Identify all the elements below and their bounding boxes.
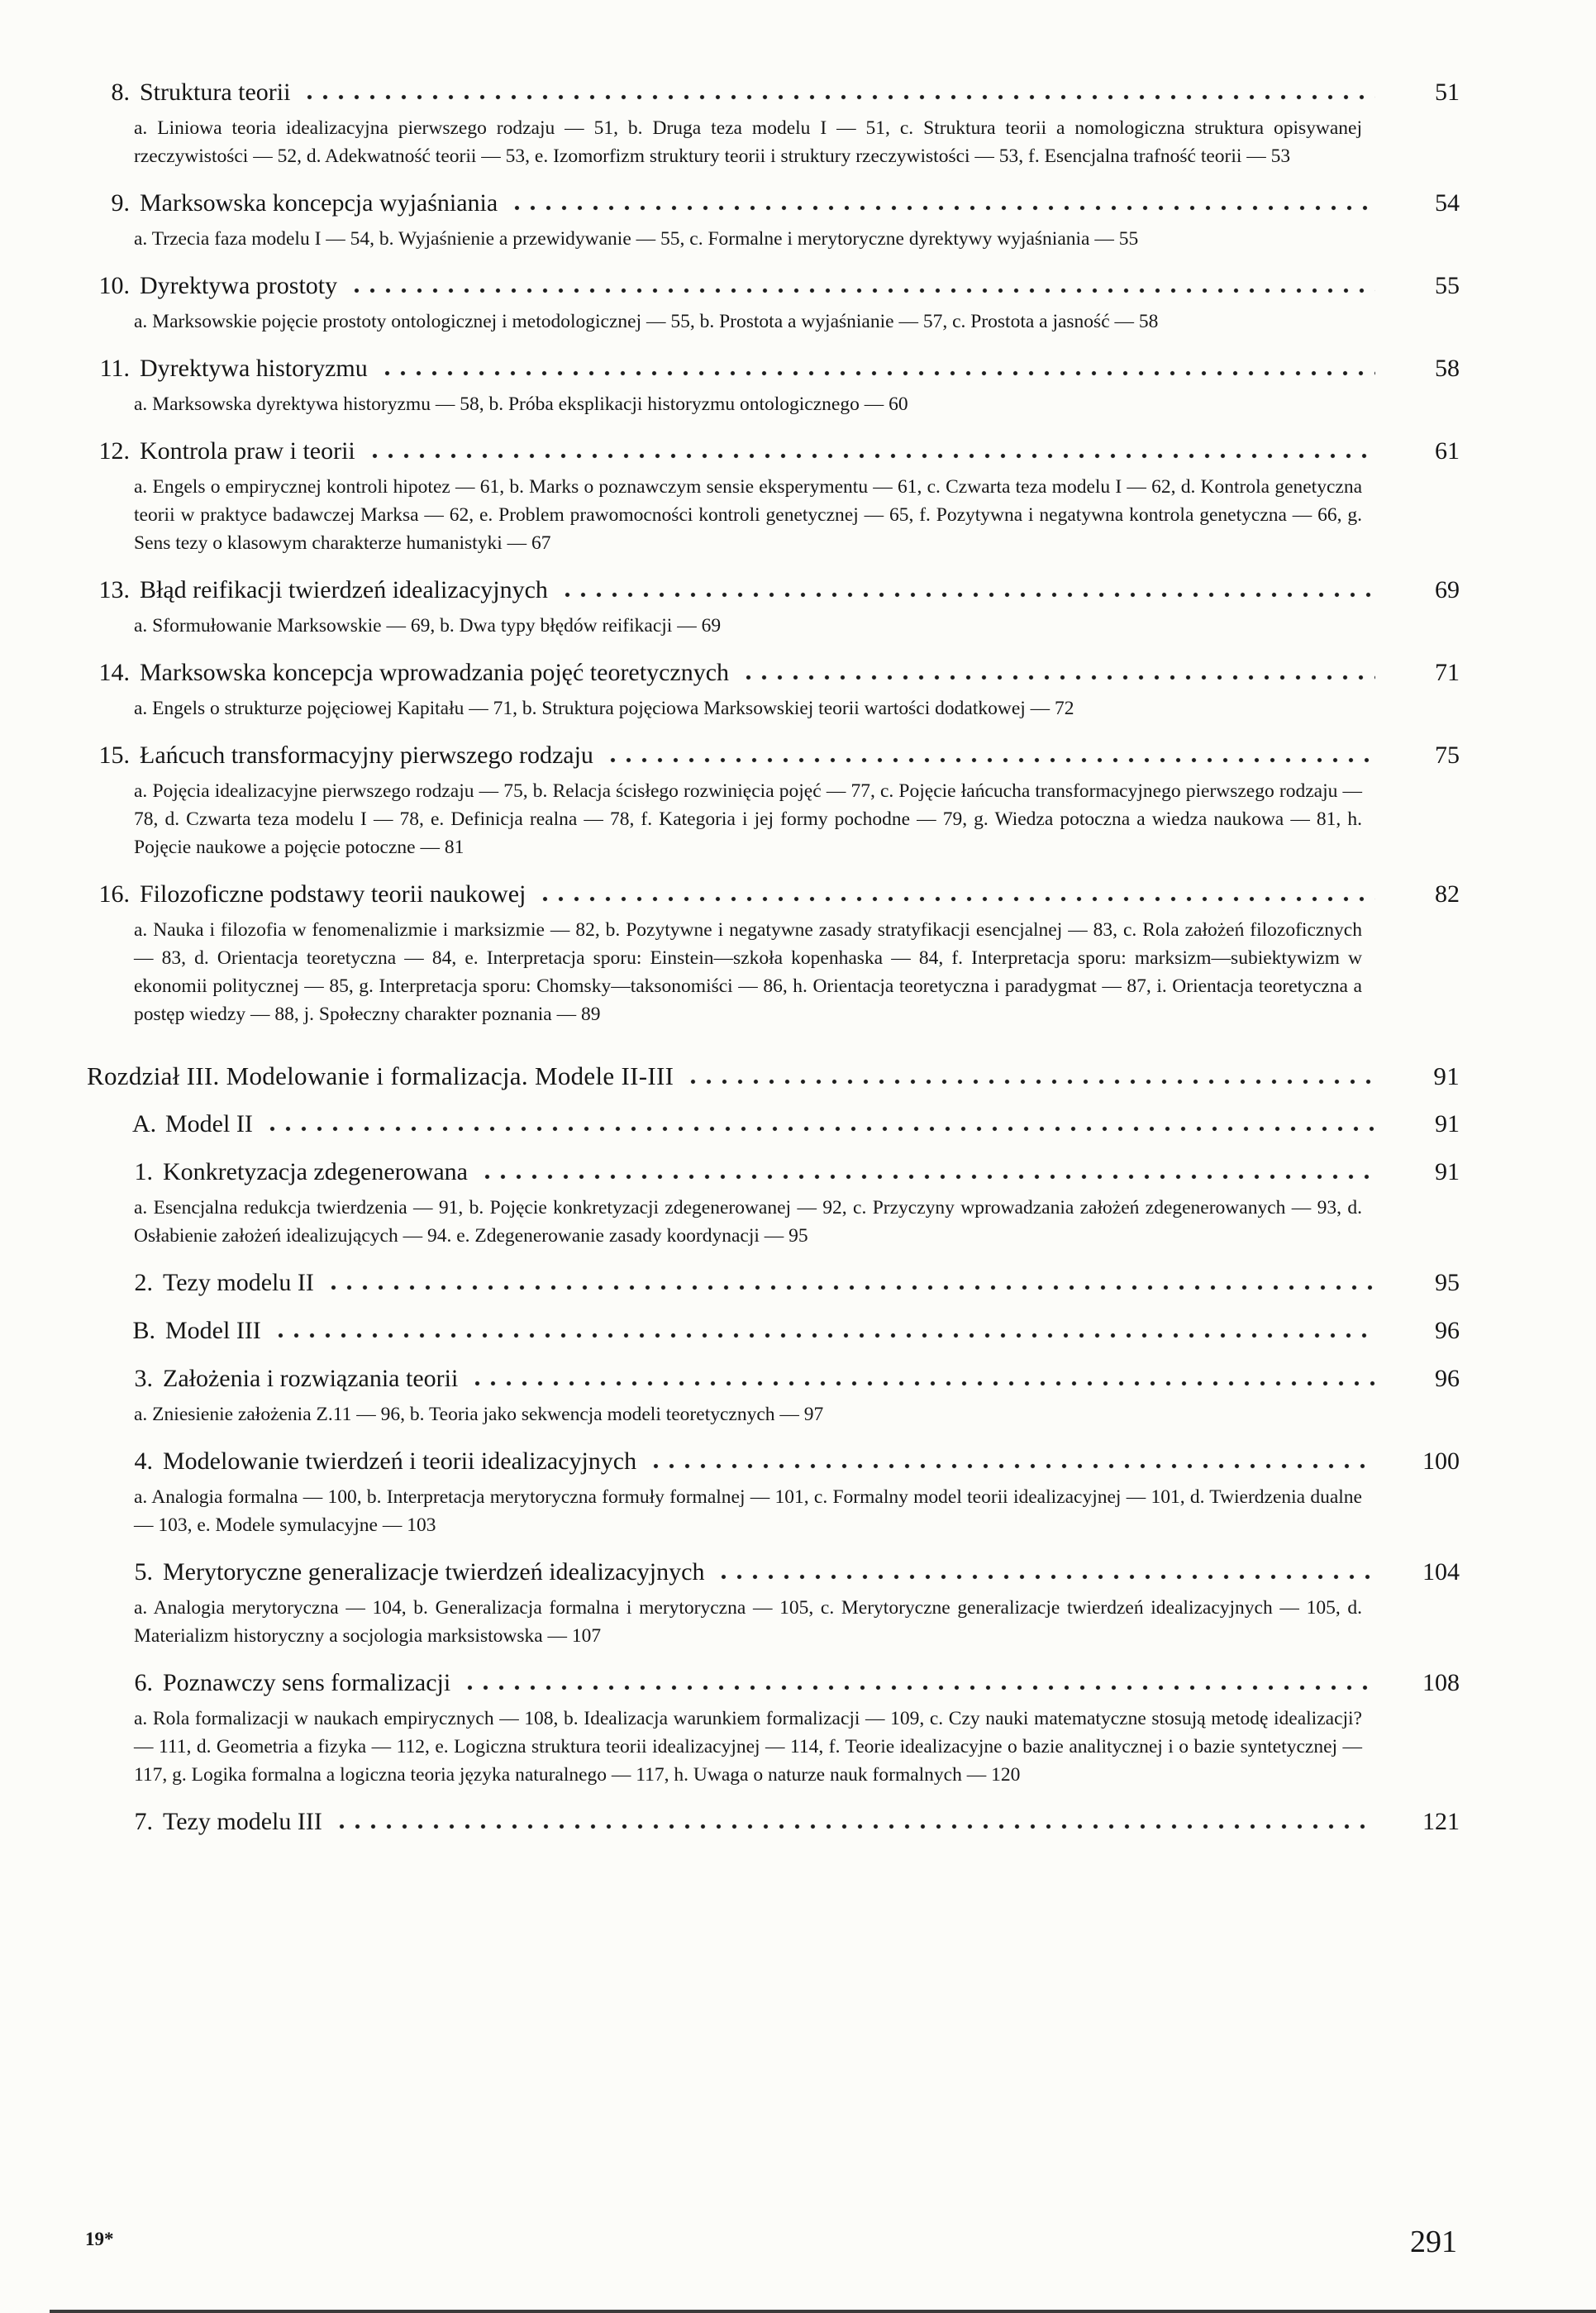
- toc-entry: [87, 1268, 1460, 1298]
- entry-title: Założenia i rozwiązania teorii: [163, 1365, 459, 1392]
- entry-detail: a. Engels o empirycznej kontroli hipotez — 61, b. Marks o poznawczym sensie eksperymentu — 61, c. Czwarta teza modelu I — 62, d. Kontrola genetyczna teorii w praktyce badawczej Marksa — 62, e. Problem prawomocności kontroli genetycznej — 65, f. Pozytywna i negatywna kontrola genetyczna — 66, g. Sens tezy o klasowym charakterze humanistyki — 67: [134, 476, 1362, 554]
- entry-title: Łańcuch transformacyjny pierwszego rodzaju: [140, 742, 593, 769]
- entry-detail: a. Analogia formalna — 100, b. Interpretacja merytoryczna formuły formalnej — 101, c. Formalny model teorii idealizacyjnej — 101, d. Twierdzenia dualne — 103, e. Modele symulacyjne — 103: [134, 1486, 1362, 1536]
- entry-detail: a. Rola formalizacji w naukach empirycznych — 108, b. Idealizacja warunkiem formalizacji — 109, c. Czy nauki matematyczne stosują metodę idealizacji? — 111, d. Geometria a fizyka — 112, e. Logiczna struktura teorii idealizacyjnej — 114, f. Teorie idealizacyjne o bazie analitycznej i o bazie syntetycznej — 117, g. Logika formalna a logiczna teoria języka naturalnego — 117, h. Uwaga o naturze nauk formalnych — 120: [134, 1708, 1362, 1786]
- entry-page-number: 95: [1435, 1269, 1460, 1296]
- entry-number: 3.: [134, 1365, 153, 1392]
- entry-page-number: 51: [1435, 79, 1460, 106]
- dot-leader: [648, 1463, 1375, 1469]
- entry-page-number: 91: [1435, 1110, 1460, 1137]
- entry-page-number: 69: [1435, 576, 1460, 603]
- toc-entry: [87, 1109, 1460, 1139]
- entry-page-number: 82: [1435, 880, 1460, 908]
- dot-leader: [537, 896, 1375, 902]
- entry-title: Tezy modelu III: [163, 1808, 322, 1835]
- dot-leader: [509, 205, 1375, 211]
- toc-entry: [87, 188, 1460, 253]
- entry-number: 16.: [98, 880, 130, 908]
- dot-leader: [716, 1574, 1375, 1580]
- toc-entry-line: [87, 1157, 1460, 1187]
- entry-page-number: 96: [1435, 1317, 1460, 1344]
- entry-title: Poznawczy sens formalizacji: [163, 1669, 451, 1696]
- dot-leader: [741, 675, 1375, 680]
- entry-detail: a. Engels o strukturze pojęciowej Kapitału — 71, b. Struktura pojęciowa Marksowskiej teorii wartości dodatkowej — 72: [134, 698, 1074, 719]
- entry-title: Model III: [165, 1317, 261, 1344]
- toc-entry: [87, 354, 1460, 418]
- entry-number: 6.: [134, 1669, 153, 1696]
- entry-title: Struktura teorii: [140, 79, 291, 106]
- toc-entry: [87, 1668, 1460, 1789]
- dot-leader: [326, 1285, 1375, 1290]
- dot-leader: [685, 1079, 1375, 1085]
- entry-number: B.: [132, 1317, 155, 1344]
- toc-entry: [87, 1364, 1460, 1428]
- entry-number: 15.: [98, 742, 130, 769]
- dot-leader: [302, 94, 1375, 100]
- entry-title: Modelowanie twierdzeń i teorii idealizacyjnych: [163, 1447, 637, 1475]
- entry-page-number: 58: [1435, 355, 1460, 382]
- dot-leader: [469, 1381, 1375, 1386]
- entry-page-number: 91: [1435, 1158, 1460, 1185]
- entry-page-number: 55: [1435, 272, 1460, 299]
- toc-entry-line: [87, 1364, 1460, 1394]
- entry-number: 5.: [134, 1558, 153, 1586]
- entry-detail: a. Marksowska dyrektywa historyzmu — 58, b. Próba eksplikacji historyzmu ontologicznego — 60: [134, 393, 908, 415]
- entry-page-number: 121: [1422, 1808, 1460, 1835]
- entry-number: 7.: [134, 1808, 153, 1835]
- toc-entry: [87, 1157, 1460, 1250]
- entry-page-number: 108: [1422, 1669, 1460, 1696]
- entry-number: 13.: [98, 576, 130, 603]
- toc-entry-line: [87, 78, 1460, 107]
- toc-entry-line: [87, 658, 1460, 688]
- dot-leader: [479, 1174, 1375, 1180]
- entry-page-number: 104: [1422, 1558, 1460, 1586]
- page-number: 291: [1410, 2225, 1457, 2259]
- entry-detail: a. Liniowa teoria idealizacyjna pierwszego rodzaju — 51, b. Druga teza modelu I — 51, c. Struktura teorii a nomologiczna struktura opisywanej rzeczywistości — 52, d. Adekwatność teorii — 53, e. Izomorfizm struktury teorii i struktury rzeczywistości — 53, f. Esencjalna trafność teorii — 53: [134, 117, 1362, 167]
- entry-detail: a. Zniesienie założenia Z.11 — 96, b. Teoria jako sekwencja modeli teoretycznych — 97: [134, 1404, 824, 1425]
- entry-title: Model II: [165, 1110, 253, 1137]
- printers-signature: 19*: [85, 2229, 114, 2249]
- toc-entry-line: [87, 741, 1460, 770]
- entry-page-number: 96: [1435, 1365, 1460, 1392]
- entry-detail: a. Trzecia faza modelu I — 54, b. Wyjaśnienie a przewidywanie — 55, c. Formalne i merytoryczne dyrektywy wyjaśniania — 55: [134, 228, 1139, 250]
- dot-leader: [462, 1685, 1375, 1691]
- toc-entry-line: [87, 1807, 1460, 1837]
- toc-entry-line: [87, 1061, 1460, 1091]
- entry-number: 12.: [98, 437, 130, 465]
- dot-leader: [367, 453, 1375, 459]
- entry-title: Marksowska koncepcja wprowadzania pojęć teoretycznych: [140, 659, 730, 686]
- table-of-contents: [87, 78, 1460, 1837]
- toc-entry-line: [87, 575, 1460, 605]
- entry-number: 10.: [98, 272, 130, 299]
- toc-entry-line: [87, 1668, 1460, 1698]
- entry-detail: a. Esencjalna redukcja twierdzenia — 91, b. Pojęcie konkretyzacji zdegenerowanej — 92, c. Przyczyny wprowadzania założeń zdegenerowanych — 93, d. Osłabienie założeń idealizujących — 94. e. Zdegenerowanie zasady koordynacji — 95: [134, 1197, 1362, 1247]
- toc-entry: [87, 880, 1460, 1028]
- entry-number: 8.: [111, 79, 130, 106]
- toc-entry-line: [87, 436, 1460, 466]
- toc-entry: [87, 741, 1460, 861]
- toc-entry: [87, 1447, 1460, 1539]
- entry-number: 1.: [134, 1158, 153, 1185]
- toc-entry: [87, 1807, 1460, 1837]
- toc-entry-line: [87, 271, 1460, 301]
- entry-detail: a. Nauka i filozofia w fenomenalizmie i marksizmie — 82, b. Pozytywne i negatywne zasady stratyfikacji esencjalnej — 83, c. Rola założeń filozoficznych — 83, d. Orientacja teoretyczna — 84, e. Interpretacja sporu: Einstein—szkoła kopenhaska — 84, f. Interpretacja sporu: marksizm—subiektywizm w ekonomii politycznej — 85, g. Interpretacja sporu: Chomsky—taksonomiści — 86, h. Orientacja teoretyczna i paradygmat — 87, i. Orientacja teoretyczna a postęp wiedzy — 88, j. Społeczny charakter poznania — 89: [134, 919, 1362, 1025]
- toc-entry-line: [87, 880, 1460, 909]
- toc-entry-line: [87, 1268, 1460, 1298]
- toc-entry-line: [87, 354, 1460, 384]
- entry-page-number: 75: [1435, 742, 1460, 769]
- toc-entry: [87, 436, 1460, 557]
- entry-detail: a. Pojęcia idealizacyjne pierwszego rodzaju — 75, b. Relacja ścisłego rozwinięcia pojęć — 77, c. Pojęcie łańcucha transformacyjnego pierwszego rodzaju — 78, d. Czwarta teza modelu I — 78, e. Definicja realna — 78, f. Kategoria i jej formy pochodne — 79, g. Wiedza potoczna a wiedza naukowa — 81, h. Pojęcie naukowe a pojęcie potoczne — 81: [134, 780, 1362, 858]
- dot-leader: [273, 1333, 1375, 1338]
- entry-title: Konkretyzacja zdegenerowana: [163, 1158, 468, 1185]
- dot-leader: [334, 1824, 1375, 1829]
- entry-title: Błąd reifikacji twierdzeń idealizacyjnych: [140, 576, 548, 603]
- entry-title: Marksowska koncepcja wyjaśniania: [140, 189, 498, 217]
- entry-number: 14.: [98, 659, 130, 686]
- toc-entry: [87, 1557, 1460, 1650]
- dot-leader: [264, 1126, 1375, 1132]
- entry-title: Rozdział III. Modelowanie i formalizacja. Modele II-III: [87, 1061, 674, 1090]
- dot-leader: [605, 757, 1375, 763]
- entry-page-number: 54: [1435, 189, 1460, 217]
- toc-entry-line: [87, 1557, 1460, 1587]
- entry-page-number: 71: [1435, 659, 1460, 686]
- scan-edge-artifact: [50, 2310, 1596, 2313]
- dot-leader: [560, 592, 1375, 598]
- toc-entry: [87, 1316, 1460, 1346]
- entry-title: Dyrektywa historyzmu: [140, 355, 368, 382]
- entry-number: A.: [132, 1110, 157, 1137]
- entry-number: 9.: [111, 189, 130, 217]
- entry-detail: a. Analogia merytoryczna — 104, b. Generalizacja formalna i merytoryczna — 105, c. Merytoryczne generalizacje twierdzeń idealizacyjnych — 105, d. Materializm historyczny a socjologia marksistowska — 107: [134, 1597, 1362, 1647]
- toc-entry-line: [87, 188, 1460, 218]
- toc-entry-line: [132, 1109, 1460, 1139]
- entry-title: Merytoryczne generalizacje twierdzeń idealizacyjnych: [163, 1558, 705, 1586]
- entry-page-number: 91: [1433, 1061, 1460, 1090]
- toc-entry-line: [87, 1447, 1460, 1476]
- dot-leader: [379, 370, 1375, 376]
- entry-detail: a. Marksowskie pojęcie prostoty ontologicznej i metodologicznej — 55, b. Prostota a wyjaśnianie — 57, c. Prostota a jasność — 58: [134, 311, 1159, 332]
- entry-detail: a. Sformułowanie Marksowskie — 69, b. Dwa typy błędów reifikacji — 69: [134, 615, 722, 637]
- entry-number: 4.: [134, 1447, 153, 1475]
- toc-entry-line: [132, 1316, 1460, 1346]
- entry-number: 11.: [99, 355, 130, 382]
- entry-title: Dyrektywa prostoty: [140, 272, 338, 299]
- toc-entry: [87, 575, 1460, 640]
- entry-title: Kontrola praw i teorii: [140, 437, 355, 465]
- entry-page-number: 100: [1422, 1447, 1460, 1475]
- dot-leader: [349, 288, 1375, 293]
- toc-entry: [87, 271, 1460, 336]
- entry-title: Filozoficzne podstawy teorii naukowej: [140, 880, 526, 908]
- entry-title: Tezy modelu II: [163, 1269, 314, 1296]
- toc-entry: [87, 658, 1460, 723]
- toc-entry: [87, 78, 1460, 170]
- entry-number: 2.: [134, 1269, 153, 1296]
- toc-entry: [87, 1061, 1460, 1091]
- entry-page-number: 61: [1435, 437, 1460, 465]
